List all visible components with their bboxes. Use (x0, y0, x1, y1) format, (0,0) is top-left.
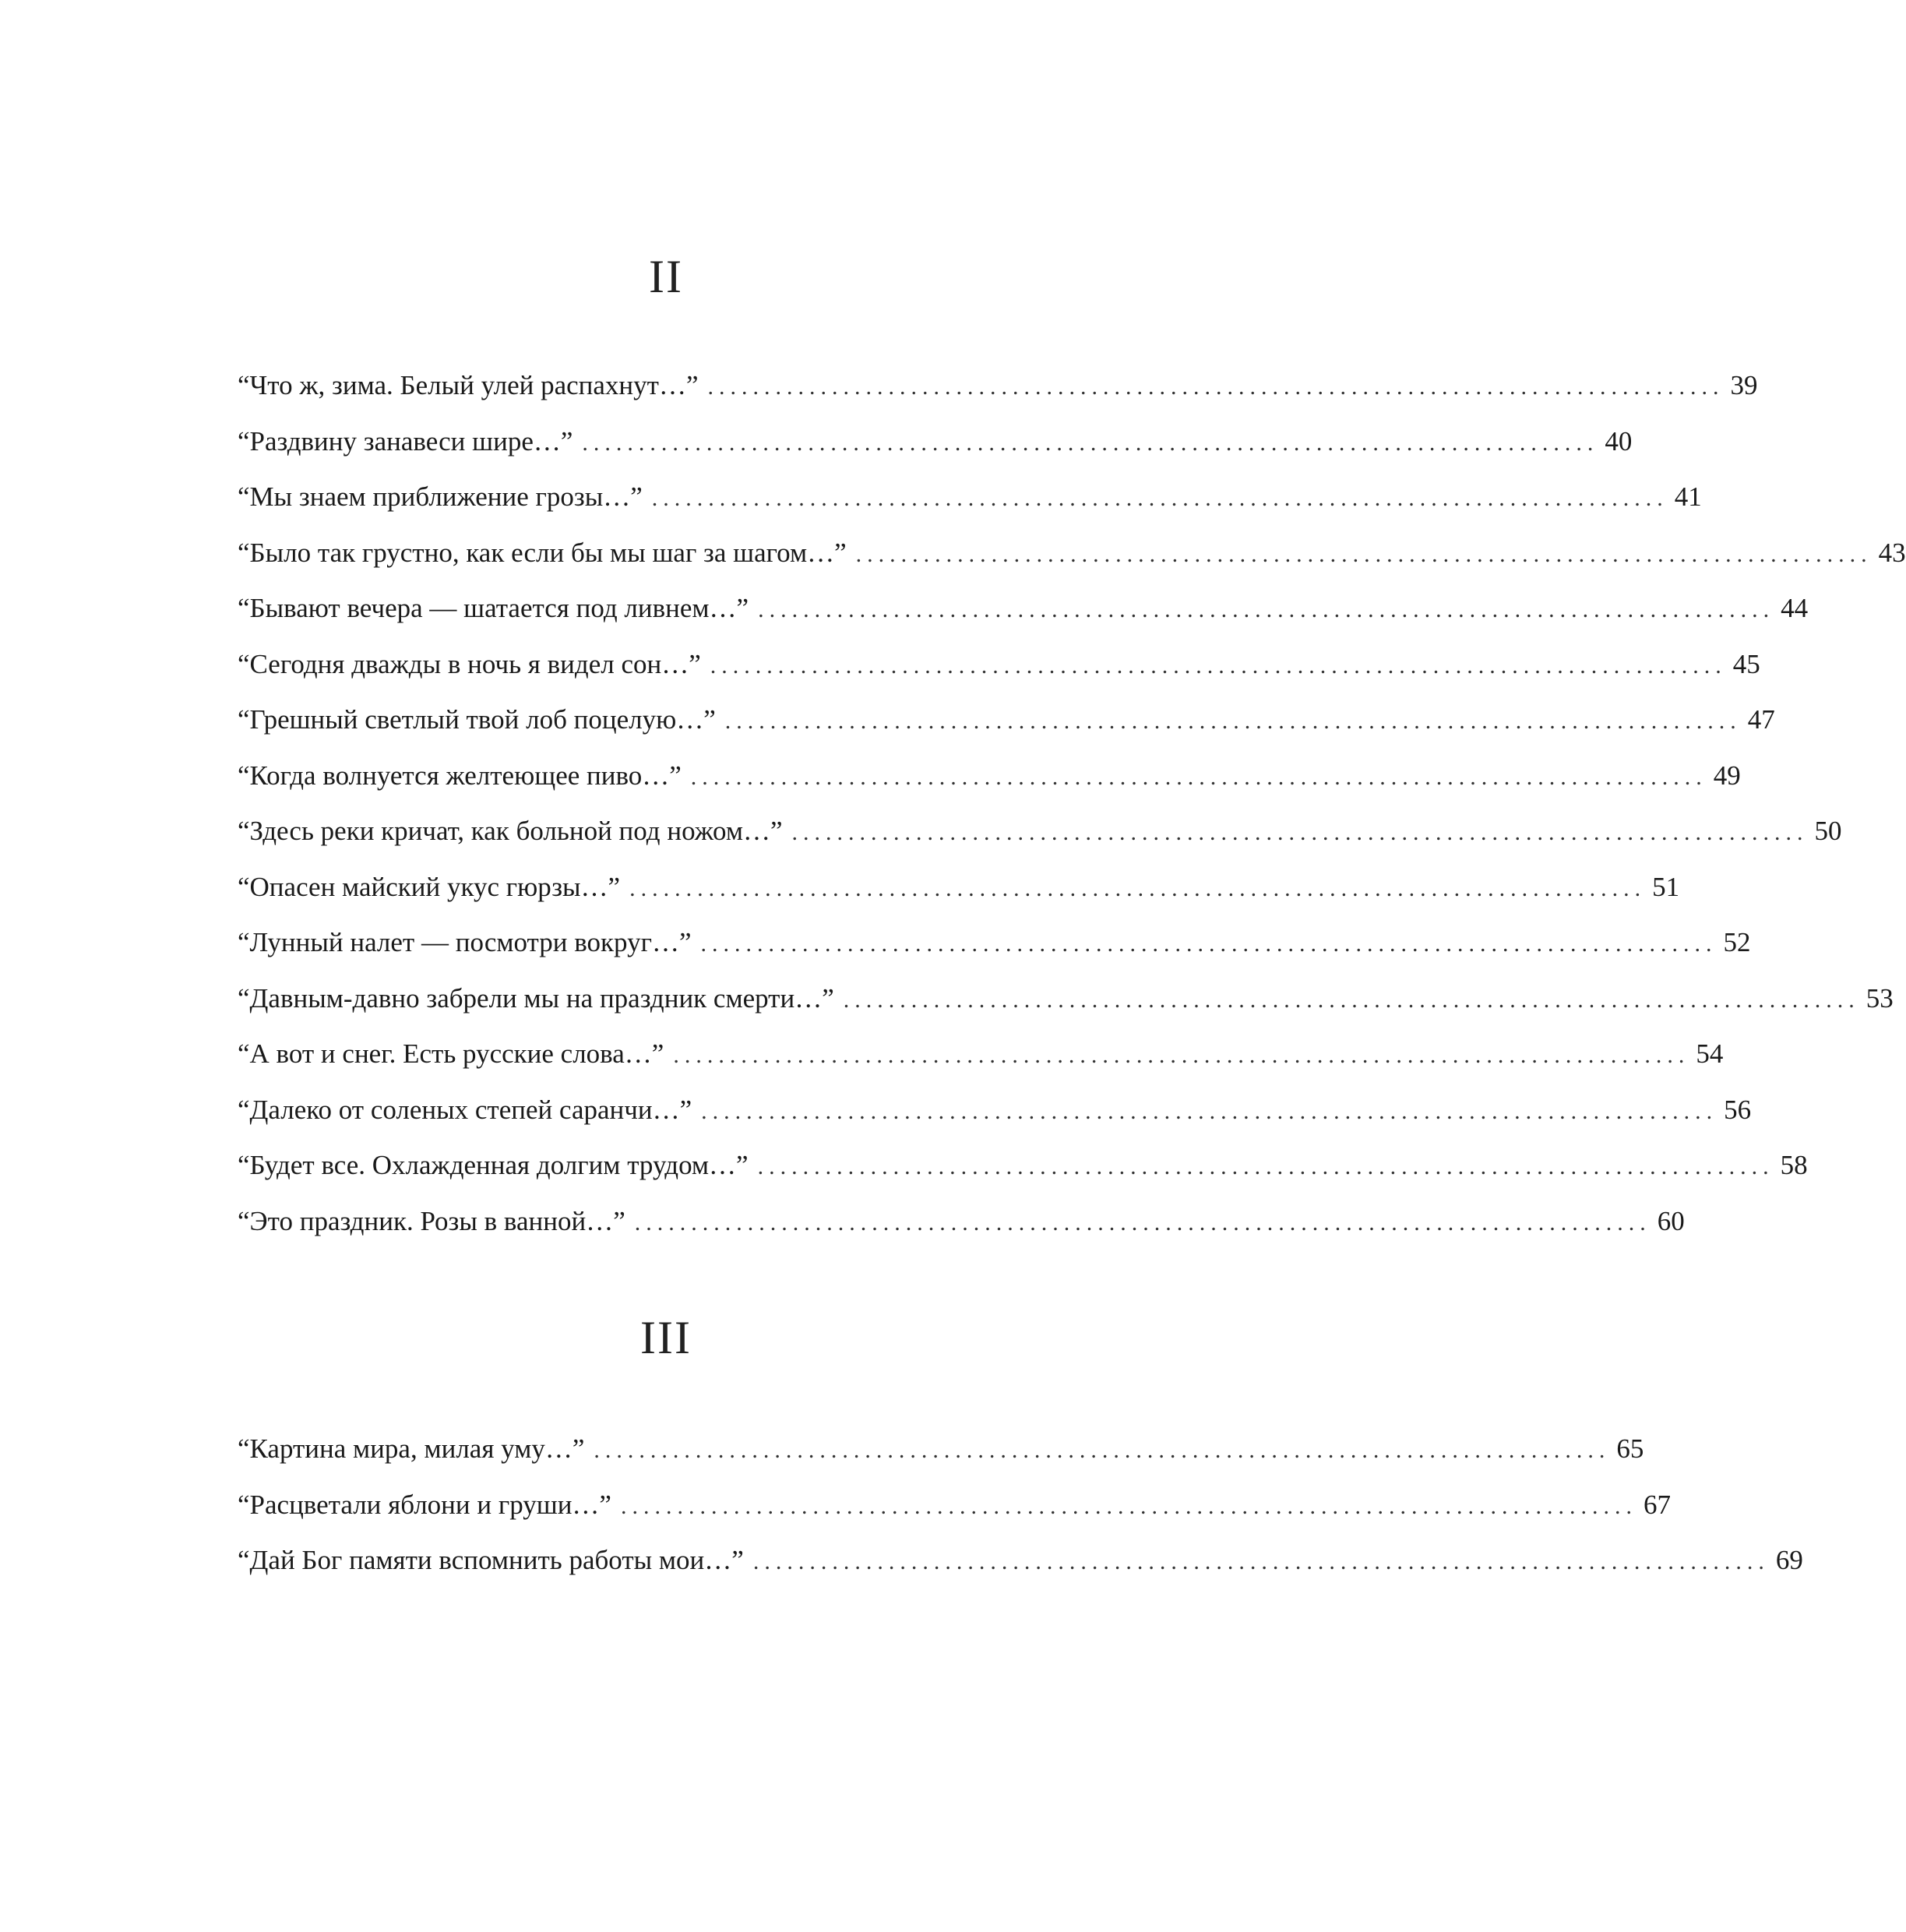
toc-entry-page-number: 69 (1775, 1545, 1803, 1575)
toc-entry-title: “Раздвину занавеси шире…” (238, 425, 573, 457)
toc-entry-title: “Дай Бог памяти вспомнить работы мои…” (238, 1545, 744, 1575)
toc-dot-leader: .......................................................................................... (594, 1437, 1611, 1463)
section-heading-iii: III (640, 1312, 692, 1363)
toc-dot-leader: .......................................................................................... (620, 1493, 1637, 1519)
toc-dot-leader: .......................................................................................... (855, 541, 1873, 567)
toc-entry[interactable] (238, 982, 1894, 1041)
toc-entry[interactable] (238, 871, 1680, 929)
toc-entry-title: “Что ж, зима. Белый улей распахнут…” (238, 370, 699, 400)
toc-entry[interactable] (238, 1489, 1671, 1547)
toc-entry-title: “Расцветали яблони и груши…” (238, 1489, 611, 1520)
toc-dot-leader: .......................................................................................... (758, 597, 1775, 622)
toc-dot-leader: .......................................................................................... (690, 763, 1707, 790)
toc-entry[interactable] (238, 1038, 1724, 1096)
toc-entry[interactable] (238, 704, 1775, 762)
toc-dot-leader: .......................................................................................... (582, 429, 1599, 456)
toc-entry-page-number: 43 (1878, 537, 1906, 568)
toc-entry-title: “Давным-давно забрели мы на праздник смерти…” (238, 982, 834, 1014)
toc-entry-page-number: 56 (1724, 1094, 1752, 1125)
toc-entry-title: “Сегодня дважды в ночь я видел сон…” (238, 648, 701, 679)
toc-entry[interactable] (238, 481, 1702, 539)
toc-entry-page-number: 50 (1814, 816, 1842, 846)
toc-entry-title: “Будет все. Охлажденная долгим трудом…” (238, 1150, 749, 1180)
toc-dot-leader: .......................................................................................... (634, 1209, 1651, 1236)
toc-entry[interactable] (238, 816, 1842, 873)
toc-entry[interactable] (238, 1545, 1803, 1602)
toc-entry-title: “Было так грустно, как если бы мы шаг за шагом…” (238, 537, 847, 568)
toc-dot-leader: .......................................................................................... (724, 708, 1742, 734)
toc-entry[interactable] (238, 593, 1809, 650)
toc-entry-page-number: 51 (1652, 871, 1680, 902)
toc-entry-page-number: 49 (1713, 760, 1741, 791)
toc-entry-title: “Здесь реки кричат, как больной под ножом…” (238, 816, 783, 846)
toc-dot-leader: .......................................................................................... (710, 652, 1727, 679)
toc-dot-leader: .......................................................................................... (707, 374, 1725, 400)
toc-entry-page-number: 44 (1781, 593, 1809, 623)
toc-entry-page-number: 53 (1865, 982, 1894, 1014)
toc-entry-page-number: 67 (1643, 1489, 1671, 1520)
toc-entry-page-number: 40 (1605, 425, 1633, 457)
toc-entry[interactable] (238, 648, 1760, 707)
toc-entry[interactable] (238, 425, 1633, 484)
toc-dot-leader: .......................................................................................... (673, 1042, 1690, 1068)
toc-entry[interactable] (238, 1433, 1644, 1491)
toc-dot-leader: .......................................................................................... (752, 1549, 1770, 1574)
toc-entry[interactable] (238, 537, 1906, 595)
toc-entry-title: “А вот и снег. Есть русские слова…” (238, 1038, 664, 1069)
toc-entry[interactable] (238, 1094, 1752, 1152)
toc-dot-leader: .......................................................................................... (629, 875, 1647, 901)
toc-entry[interactable] (238, 1150, 1808, 1208)
toc-entry-page-number: 45 (1732, 648, 1760, 679)
toc-entry-title: “Опасен майский укус гюрзы…” (238, 871, 621, 902)
toc-entry[interactable] (238, 927, 1751, 985)
toc-entry-page-number: 58 (1780, 1150, 1808, 1180)
toc-dot-leader: .......................................................................................... (651, 485, 1668, 511)
toc-entry-title: “Далеко от соленых степей саранчи…” (238, 1094, 692, 1125)
toc-entry-page-number: 65 (1616, 1433, 1644, 1464)
toc-entry-page-number: 41 (1674, 481, 1702, 512)
toc-entry-page-number: 60 (1657, 1205, 1685, 1236)
toc-dot-leader: .......................................................................................... (791, 820, 1809, 845)
toc-entry-title: “Бывают вечера — шатается под ливнем…” (238, 593, 749, 623)
toc-entry-page-number: 54 (1696, 1038, 1724, 1069)
toc-entry-title: “Картина мира, милая уму…” (238, 1433, 585, 1464)
toc-list-section-iii (238, 1433, 1803, 1602)
toc-entry-page-number: 52 (1723, 927, 1751, 957)
toc-entry-title: “Когда волнуется желтеющее пиво…” (238, 760, 682, 791)
toc-entry[interactable] (238, 760, 1741, 818)
toc-entry-title: “Мы знаем приближение грозы…” (238, 481, 643, 512)
toc-dot-leader: .......................................................................................... (701, 1098, 1718, 1124)
toc-entry-title: “Грешный светлый твой лоб поцелую…” (238, 704, 716, 735)
toc-dot-leader: .......................................................................................... (700, 931, 1718, 957)
toc-entry[interactable] (238, 1205, 1685, 1264)
toc-dot-leader: .......................................................................................... (843, 986, 1860, 1013)
toc-entry-title: “Лунный налет — посмотри вокруг…” (238, 927, 692, 957)
toc-dot-leader: .......................................................................................... (757, 1154, 1774, 1179)
toc-entry-page-number: 39 (1730, 370, 1758, 400)
toc-entry[interactable] (238, 370, 1758, 428)
toc-entry-title: “Это праздник. Розы в ванной…” (238, 1205, 625, 1236)
toc-entry-page-number: 47 (1747, 704, 1775, 735)
toc-list-section-ii (238, 370, 1906, 1263)
section-heading-ii: II (649, 251, 683, 302)
